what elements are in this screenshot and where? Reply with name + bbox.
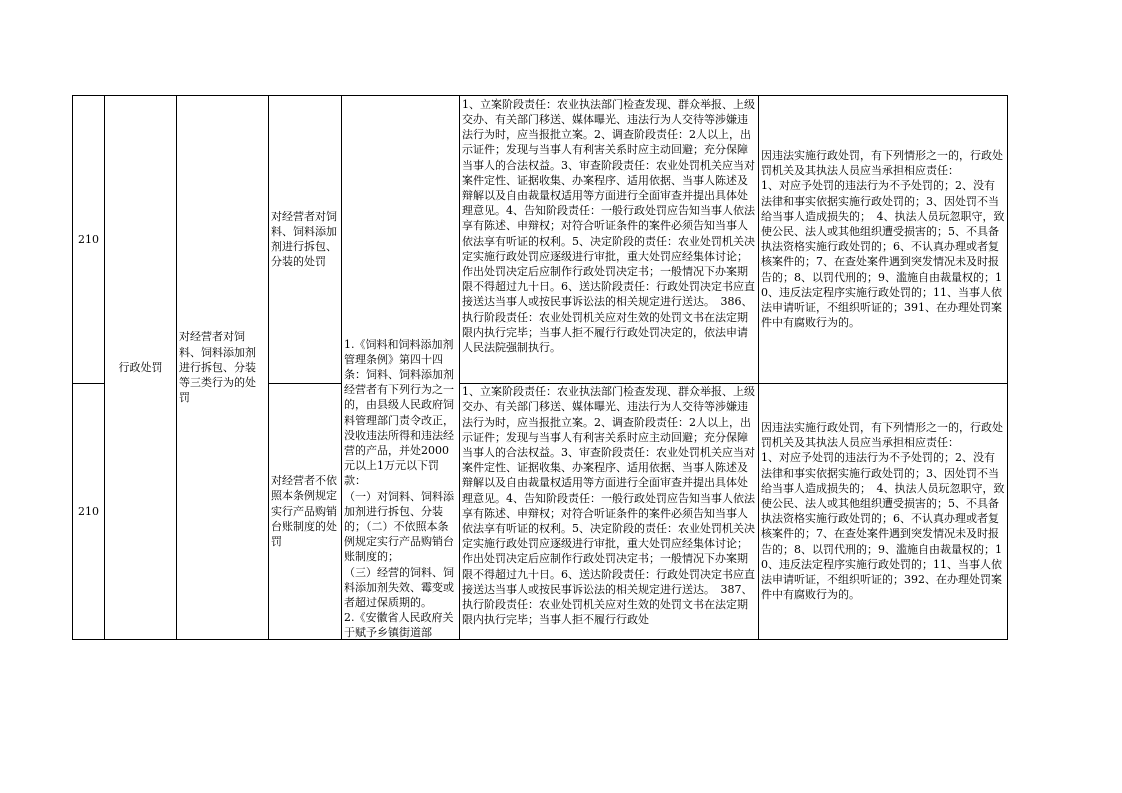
responsibility-text: 1、立案阶段责任：农业执法部门检查发现、群众举报、上级交办、有关部门移送、媒体曝光、违法行为人交待等涉嫌违法行为时，应当报批立案。2、调查阶段责任：2人以上，出示证件；发现与当事人有利害关系时应主动回避；充分保障当事人的合法权益。3、审查阶段责任：农业处罚机关应当对案件定性、证据收集、办案程序、适用依据、当事人陈述及辩解以及自由裁量权适用等方面进行全面审查并提出具体处理意见。4、告知阶段责任：一般行政处罚应告知当事人依法享有陈述、申辩权；对符合听证条件的案件必须告知当事人依法享有听证的权利。5、决定阶段的责任：农业处罚机关决定实施行政处罚应逐级进行审批，重大处罚应经集体讨论；作出处罚决定后应制作行政处罚决定书；一般情况下办案期限不得超过九十日。6、送达阶段责任：行政处罚决定书应直接送达当事人或按民事诉讼法的相关规定进行送达。 386、执行阶段责任：农业处罚机关应对生效的处罚文书在法定期限内执行完毕；当事人拒不履行行政处罚决定的，依法申请人民法院强制执行。 [462, 97, 755, 354]
table-row [73, 96, 1008, 384]
responsibility-table [72, 95, 1008, 640]
row-number: 210 [73, 383, 105, 639]
category-cell: 行政处罚 [105, 96, 177, 640]
accountability-cell: 因违法实施行政处罚，有下列情形之一的，行政处罚机关及其执法人员应当承担相应责任： 1、对应予处罚的违法行为不予处罚的；2、没有法律和事实依据实施行政处罚的；3、因处罚不当给当事人造成损失的； 4、执法人员玩忽职守，致使公民、法人或其他组织遭受损害的；5、不具备执法资格实施行政处罚的；6、不认真办理或者复核案件的；7、在查处案件遇到突发情况未及时报告的；8、以罚代刑的；9、滥施自由裁量权的；10、违反法定程序实施行政处罚的；11、当事人依法申请听证，不组织听证的；391、在办理处罚案件中有腐败行为的。 [759, 96, 1008, 384]
sub-item-cell: 对经营者对饲料、饲料添加剂进行拆包、分装的处罚 [269, 96, 342, 384]
item-name-cell: 对经营者对饲料、饲料添加剂进行拆包、分装等三类行为的处罚 [177, 96, 269, 640]
legal-basis-cell [342, 96, 460, 640]
responsibility-list-sheet [72, 95, 1007, 640]
responsibility-text: 1、立案阶段责任：农业执法部门检查发现、群众举报、上级交办、有关部门移送、媒体曝光、违法行为人交待等涉嫌违法行为时，应当报批立案。2、调查阶段责任：2人以上，出示证件；发现与当事人有利害关系时应主动回避；充分保障当事人的合法权益。3、审查阶段责任：农业处罚机关应当对案件定性、证据收集、办案程序、适用依据、当事人陈述及辩解以及自由裁量权适用等方面进行全面审查并提出具体处理意见。4、告知阶段责任：一般行政处罚应告知当事人依法享有陈述、申辩权；对符合听证条件的案件必须告知当事人依法享有听证的权利。5、决定阶段的责任：农业处罚机关决定实施行政处罚应逐级进行审批，重大处罚应经集体讨论；作出处罚决定后应制作行政处罚决定书；一般情况下办案期限不得超过九十日。6、送达阶段责任：行政处罚决定书应直接送达当事人或按民事诉讼法的相关规定进行送达。 387、执行阶段责任：农业处罚机关应对生效的处罚文书在法定期限内执行完毕；当事人拒不履行行政处 [462, 385, 755, 627]
legal-basis-text: 1.《饲料和饲料添加剂管理条例》第四十四条：饲料、饲料添加剂经营者有下列行为之一的，由县级人民政府饲料管理部门责令改正，没收违法所得和违法经营的产品，并处2000元以上1万元以下罚款： （一）对饲料、饲料添加剂进行拆包、分装的；（二）不依照本条例规定实行产品购销台账制度的； （三）经营的饲料、饲料添加剂失效、霉变或者超过保质期的。 2.《安徽省人民政府关于赋予乡镇街道部 [344, 337, 454, 640]
responsibility-cell [460, 96, 759, 384]
row-number: 210 [73, 96, 105, 384]
responsibility-cell [460, 383, 759, 639]
sub-item-cell: 对经营者不依照本条例规定实行产品购销台账制度的处罚 [269, 383, 342, 639]
accountability-cell: 因违法实施行政处罚，有下列情形之一的，行政处罚机关及其执法人员应当承担相应责任： 1、对应予处罚的违法行为不予处罚的；2、没有法律和事实依据实施行政处罚的；3、因处罚不当给当事人造成损失的； 4、执法人员玩忽职守，致使公民、法人或其他组织遭受损害的；5、不具备执法资格实施行政处罚的；6、不认真办理或者复核案件的；7、在查处案件遇到突发情况未及时报告的；8、以罚代刑的；9、滥施自由裁量权的；10、违反法定程序实施行政处罚的；11、当事人依法申请听证，不组织听证的；392、在办理处罚案件中有腐败行为的。 [759, 383, 1008, 639]
